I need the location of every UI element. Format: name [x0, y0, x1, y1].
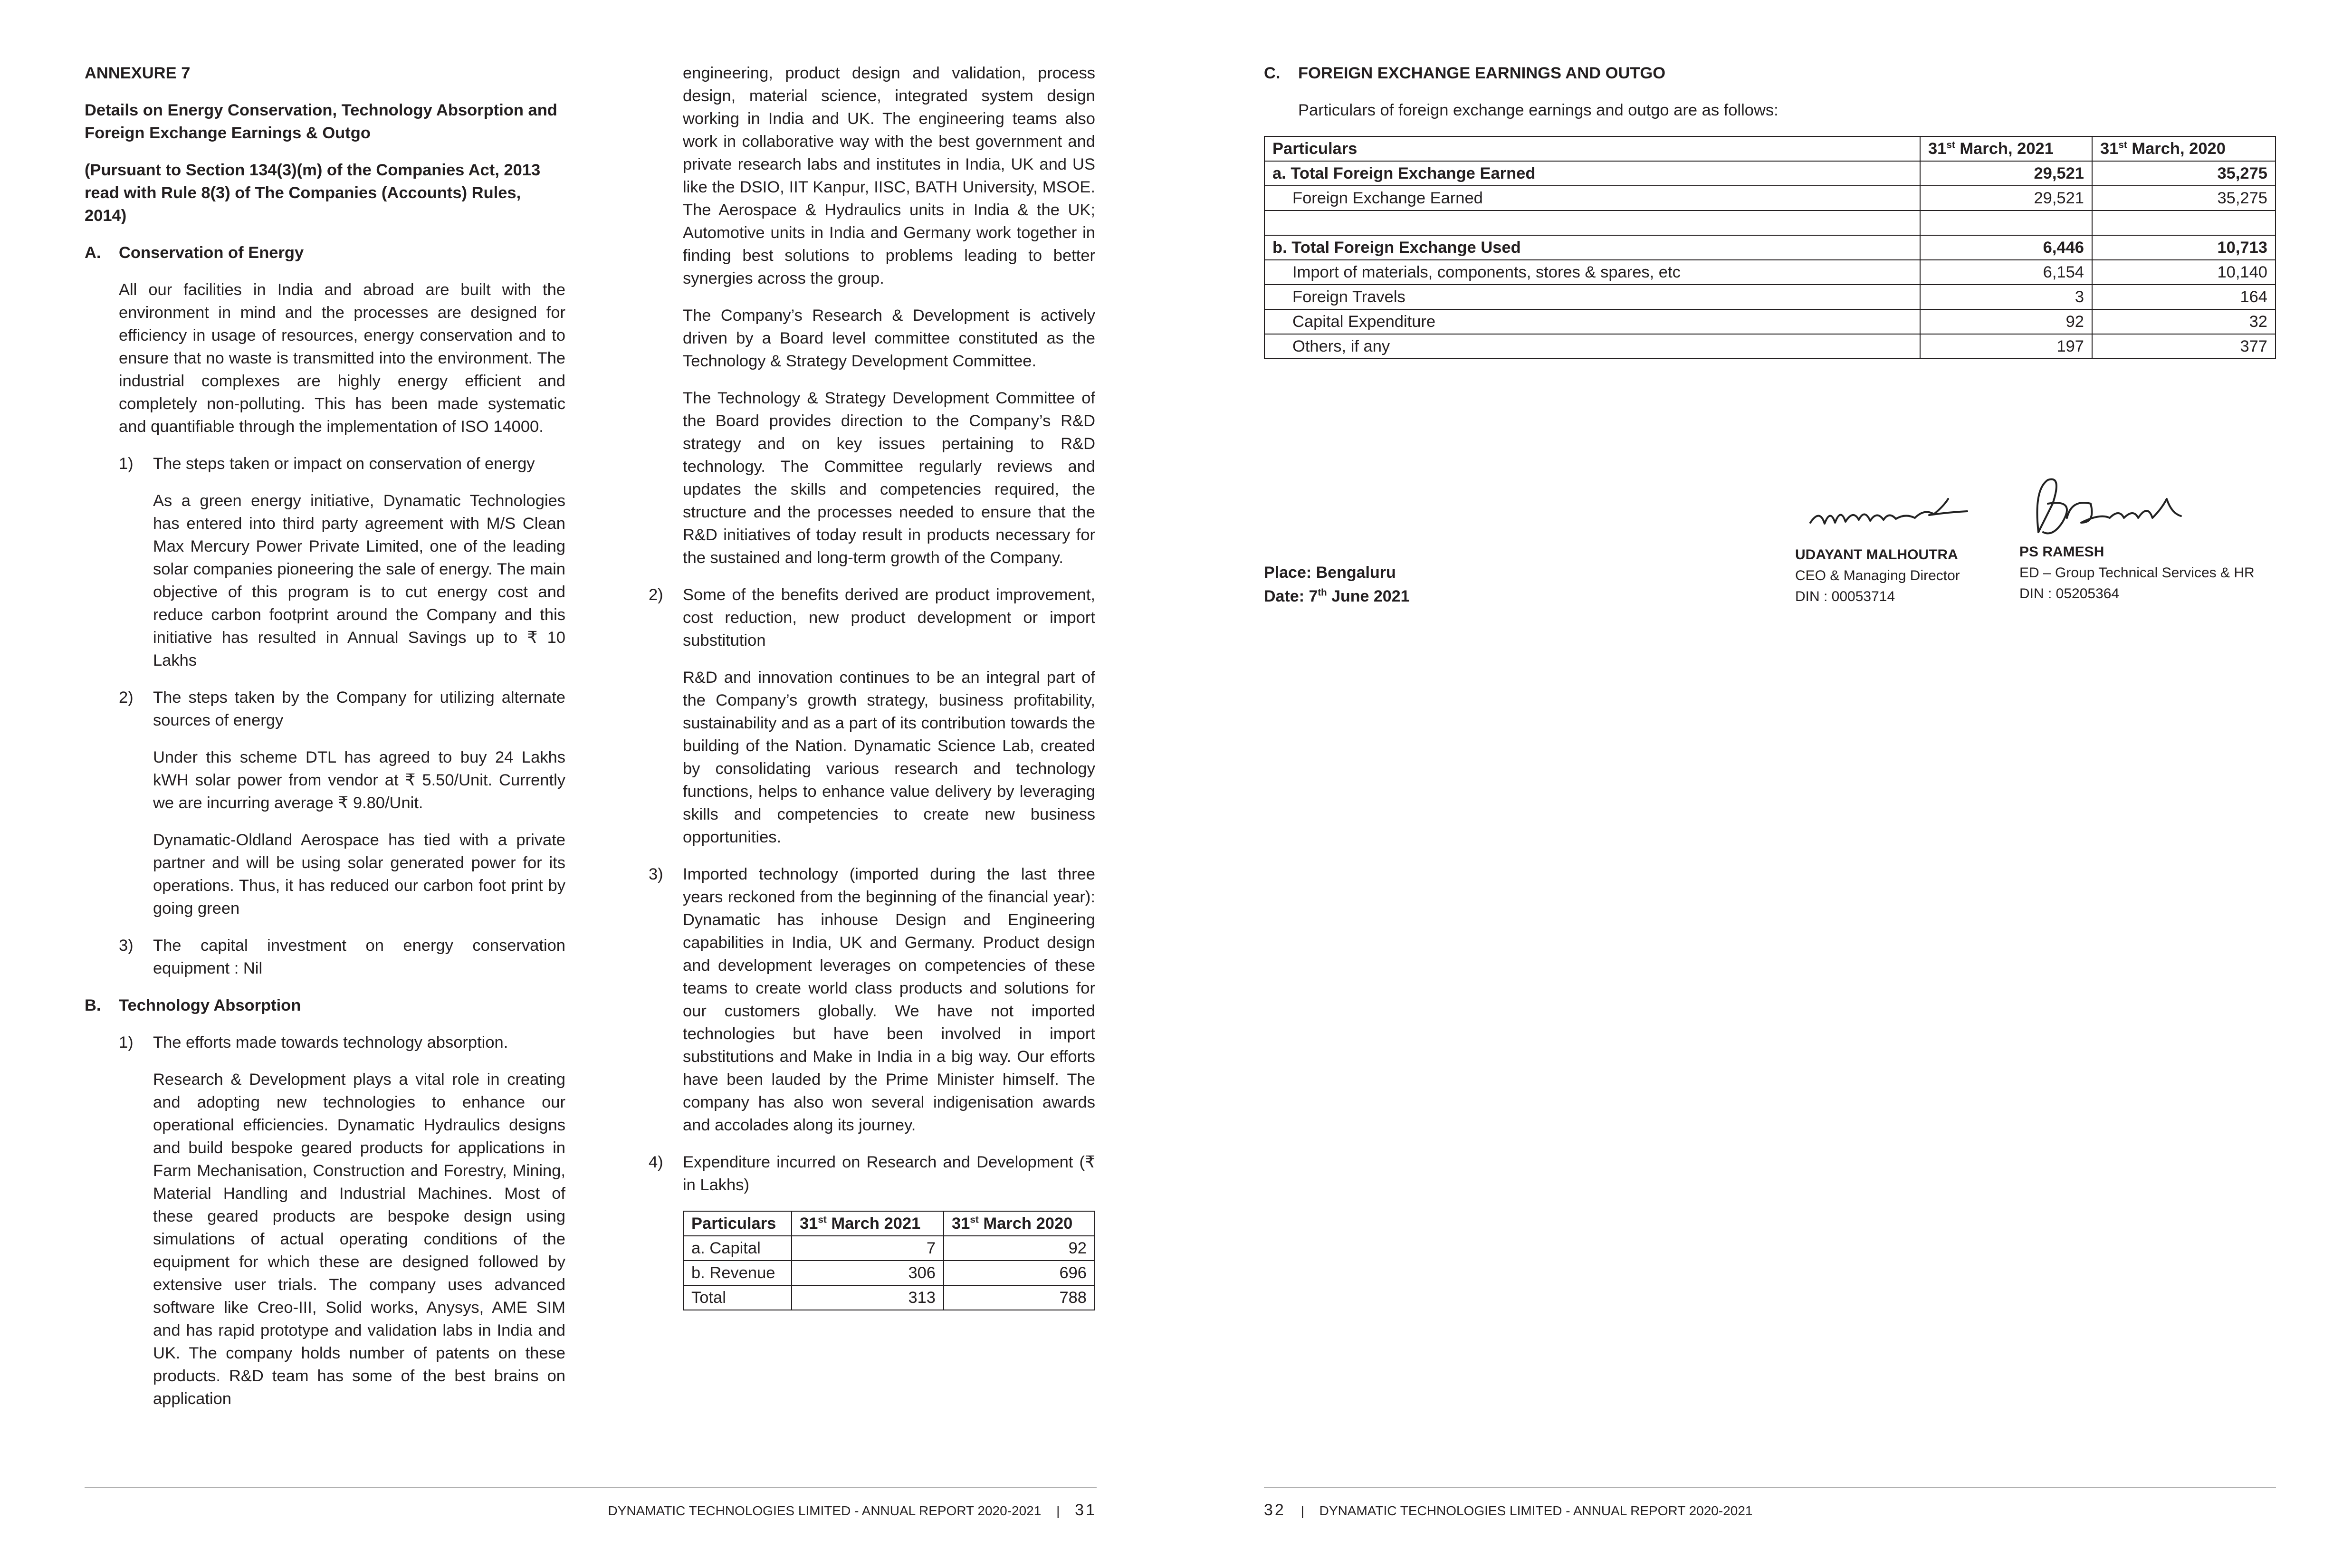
footer-left: [608, 1501, 1097, 1520]
middle-paragraph-3: The Technology & Strategy Development Committee of the Board provides direction to the Company’s R&D strategy and on key issues pertaining to R&D technology. The Committee regularly reviews and updates the skills and competencies required, the structure and the processes needed to ensure that the R&D initiatives of today result in products necessary for the sustained and long-term growth of the Company.: [683, 389, 1095, 567]
section-letter: B.: [85, 996, 101, 1014]
signatory-din: DIN : 05205364: [2019, 586, 2120, 602]
section-a-intro: All our facilities in India and abroad are built with the environment in mind and the processes are designed for efficiency in usage of resources, energy conservation and to ensure that no waste is transmitted into the environment. The industrial complexes are highly energy efficient and completely non-polluting. This has been made systematic and quantifiable through the implementation of ISO 14000.: [119, 281, 565, 436]
row-label: Foreign Travels: [1264, 285, 1920, 309]
row-value-2021: 29,521: [1920, 186, 2092, 210]
row-value-2020: 788: [944, 1285, 1095, 1310]
row-label: a. Total Foreign Exchange Earned: [1264, 161, 1920, 186]
footer-right: [1264, 1501, 1753, 1520]
section-title: FOREIGN EXCHANGE EARNINGS AND OUTGO: [1298, 64, 1666, 82]
item-body: Imported technology (imported during the last three years reckoned from the beginning of the financial year): Dynamatic has inhouse Design and Engineering capabilities in India, UK and Germany. Product design and development leverages on competencies of these teams to create world class products and solutions for our customers globally. We have not imported technologies but have been involved in import substitutions and Make in India in a big way. Our efforts have been lauded by the Prime Minister himself. The company has also won several indigenisation awards and accolades along its journey.: [683, 865, 1095, 1134]
signatory-title: ED – Group Technical Services & HR: [2019, 565, 2255, 581]
header-particulars: Particulars: [683, 1211, 792, 1236]
pursuant-note: (Pursuant to Section 134(3)(m) of the Companies Act, 2013 read with Rule 8(3) of The Companies (Accounts) Rules, 2014): [85, 161, 541, 225]
row-label: Total: [683, 1285, 792, 1310]
section-letter: C.: [1264, 64, 1281, 82]
date: Date: 7th June 2021: [1264, 587, 1410, 605]
footer-separator: |: [1056, 1503, 1060, 1518]
row-value-2021: 3: [1920, 285, 2092, 309]
item-number: 2): [649, 586, 663, 604]
row-label: b. Total Foreign Exchange Used: [1264, 235, 1920, 260]
row-value-2021: 92: [1920, 309, 2092, 334]
item-b2: [649, 583, 1095, 652]
rd-table-wrapper: [649, 1211, 1095, 1310]
row-value-2021: 6,446: [1920, 235, 2092, 260]
signature-udayant-malhoutra: [1806, 480, 1977, 537]
item-number: 3): [119, 937, 134, 955]
table-row: [1264, 309, 2276, 334]
place-date-block: [1264, 561, 1410, 608]
row-value-2021: 197: [1920, 334, 2092, 359]
footer-text: DYNAMATIC TECHNOLOGIES LIMITED - ANNUAL REPORT 2020-2021: [1319, 1503, 1753, 1518]
middle-column: [649, 62, 1095, 1310]
row-value-2020: 35,275: [2092, 161, 2276, 186]
table-row: [683, 1236, 1095, 1261]
row-value-2020: 35,275: [2092, 186, 2276, 210]
table-row: [1264, 285, 2276, 309]
row-label: b. Revenue: [683, 1261, 792, 1285]
section-a-heading: [85, 241, 565, 264]
header-2021: 31st March, 2021: [1920, 136, 2092, 161]
table-header-row: [1264, 136, 2276, 161]
item-title: The capital investment on energy conservation equipment : Nil: [153, 937, 565, 977]
item-number: 1): [119, 455, 134, 473]
item-b3: [649, 863, 1095, 1137]
signatory-2-block: [2019, 542, 2255, 604]
footer-rule-left: [85, 1487, 1097, 1488]
signatory-title: CEO & Managing Director: [1795, 568, 1960, 583]
annexure-heading: ANNEXURE 7: [85, 64, 191, 82]
section-title: Technology Absorption: [119, 996, 301, 1014]
row-value-2020: 10,713: [2092, 235, 2276, 260]
table-header-row: [683, 1211, 1095, 1236]
footer-separator: |: [1300, 1503, 1304, 1518]
item-a1: [85, 452, 565, 475]
item-number: 3): [649, 865, 663, 883]
row-value-2020: 377: [2092, 334, 2276, 359]
row-label: a. Capital: [683, 1236, 792, 1261]
document-title: Details on Energy Conservation, Technology Absorption and Foreign Exchange Earnings & Outgo: [85, 101, 557, 142]
item-a2: [85, 686, 565, 732]
page-number: 31: [1075, 1501, 1097, 1519]
row-value-2020: 164: [2092, 285, 2276, 309]
footer-rule-right: [1264, 1487, 2276, 1488]
middle-paragraph-1: engineering, product design and validation, process design, material science, integrated system design working in India and UK. The engineering teams also work in collaborative way with the best government and private research labs and institutes in India, UK and US like the DSIO, IIT Kanpur, IISC, BATH University, MSOE. The Aerospace & Hydraulics units in India & the UK; Automotive units in India and Germany work together in finding best solutions to problems leading to better synergies across the group.: [683, 64, 1095, 287]
table-row: [683, 1261, 1095, 1285]
row-value-2021: 313: [792, 1285, 944, 1310]
row-label: Import of materials, components, stores & spares, etc: [1264, 260, 1920, 285]
row-value-2021: 29,521: [1920, 161, 2092, 186]
item-number: 4): [649, 1153, 663, 1171]
table-row: [1264, 161, 2276, 186]
right-page: [1264, 62, 2276, 359]
item-title: Some of the benefits derived are product improvement, cost reduction, new product development or import substitution: [683, 586, 1095, 650]
item-a2-body-1: Under this scheme DTL has agreed to buy 24 Lakhs kWH solar power from vendor at ₹ 5.50/Unit. Currently we are incurring average ₹ 9.80/Unit.: [153, 748, 565, 812]
table-row: [1264, 260, 2276, 285]
item-a3: [85, 934, 565, 980]
section-letter: A.: [85, 244, 101, 262]
item-b2-body: R&D and innovation continues to be an integral part of the Company’s growth strategy, business profitability, sustainability and as a part of its contribution towards the building of the Nation. Dynamatic Science Lab, created by consolidating various research and technology functions, helps to enhance value delivery by leveraging skills and competencies to create new business opportunities.: [683, 669, 1095, 846]
item-b1: [85, 1031, 565, 1054]
row-value-2020: 696: [944, 1261, 1095, 1285]
row-value-2021: 306: [792, 1261, 944, 1285]
header-2020: 31st March 2020: [944, 1211, 1095, 1236]
table-row: [1264, 235, 2276, 260]
signature-ps-ramesh: [2024, 470, 2186, 542]
signatory-din: DIN : 00053714: [1795, 589, 1895, 604]
section-c-intro: Particulars of foreign exchange earnings and outgo are as follows:: [1298, 101, 1778, 119]
item-number: 1): [119, 1033, 134, 1052]
signatory-name: PS RAMESH: [2019, 544, 2104, 560]
signatory-1-block: [1795, 545, 1960, 607]
row-value-2021: 7: [792, 1236, 944, 1261]
row-label: Foreign Exchange Earned: [1264, 186, 1920, 210]
item-body: Expenditure incurred on Research and Development (₹ in Lakhs): [683, 1153, 1095, 1194]
place: Place: Bengaluru: [1264, 564, 1396, 582]
row-value-2020: 32: [2092, 309, 2276, 334]
section-b-heading: [85, 994, 565, 1017]
middle-paragraph-2: The Company’s Research & Development is actively driven by a Board level committee constituted as the Technology & Strategy Development Committee.: [683, 306, 1095, 370]
rd-expenditure-table: [683, 1211, 1095, 1310]
item-a2-body-2: Dynamatic-Oldland Aerospace has tied with a private partner and will be using solar generated power for its operations. Thus, it has reduced our carbon foot print by going green: [153, 831, 565, 918]
header-2021: 31st March 2021: [792, 1211, 944, 1236]
table-row: [1264, 186, 2276, 210]
header-particulars: Particulars: [1264, 136, 1920, 161]
item-number: 2): [119, 688, 134, 707]
row-label: Capital Expenditure: [1264, 309, 1920, 334]
left-column: [85, 62, 565, 1425]
header-2020: 31st March, 2020: [2092, 136, 2276, 161]
row-label: [1264, 210, 1920, 235]
row-value-2020: 10,140: [2092, 260, 2276, 285]
item-a1-body: As a green energy initiative, Dynamatic Technologies has entered into third party agreement with M/S Clean Max Mercury Power Private Limited, one of the leading solar companies pioneering the sale of energy. The main objective of this program is to cut energy cost and reduce carbon footprint around the Company and this initiative has resulted in Annual Savings up to ₹ 10 Lakhs: [153, 492, 565, 669]
signatory-name: UDAYANT MALHOUTRA: [1795, 547, 1958, 563]
item-title: The steps taken or impact on conservation of energy: [153, 455, 535, 473]
item-b1-body: Research & Development plays a vital role in creating and adopting new technologies to enhance our operational efficiencies. Dynamatic Hydraulics designs and build bespoke geared products for applications in Farm Mechanisation, Construction and Forestry, Mining, Material Handling and Industrial Machines. Most of these geared products are bespoke design using simulations of actual operating conditions of the equipment for which these are designed followed by extensive user trials. The company uses advanced software like Creo-III, Solid works, Anysys, AME SIM and has rapid prototype and validation labs in India and UK. The company holds number of patents on these products. R&D team has some of the best brains on application: [153, 1071, 565, 1408]
page-number: 32: [1264, 1501, 1286, 1519]
row-label: Others, if any: [1264, 334, 1920, 359]
row-value-2021: [1920, 210, 2092, 235]
table-row: [1264, 334, 2276, 359]
table-row: [683, 1285, 1095, 1310]
item-title: The steps taken by the Company for utilizing alternate sources of energy: [153, 688, 565, 729]
section-c-heading: [1264, 62, 2276, 85]
row-value-2020: 92: [944, 1236, 1095, 1261]
table-row-empty: [1264, 210, 2276, 235]
item-b4: [649, 1151, 1095, 1196]
fx-table: [1264, 136, 2276, 359]
row-value-2021: 6,154: [1920, 260, 2092, 285]
section-title: Conservation of Energy: [119, 244, 304, 262]
row-value-2020: [2092, 210, 2276, 235]
item-title: The efforts made towards technology absorption.: [153, 1033, 508, 1052]
footer-text: DYNAMATIC TECHNOLOGIES LIMITED - ANNUAL REPORT 2020-2021: [608, 1503, 1042, 1518]
